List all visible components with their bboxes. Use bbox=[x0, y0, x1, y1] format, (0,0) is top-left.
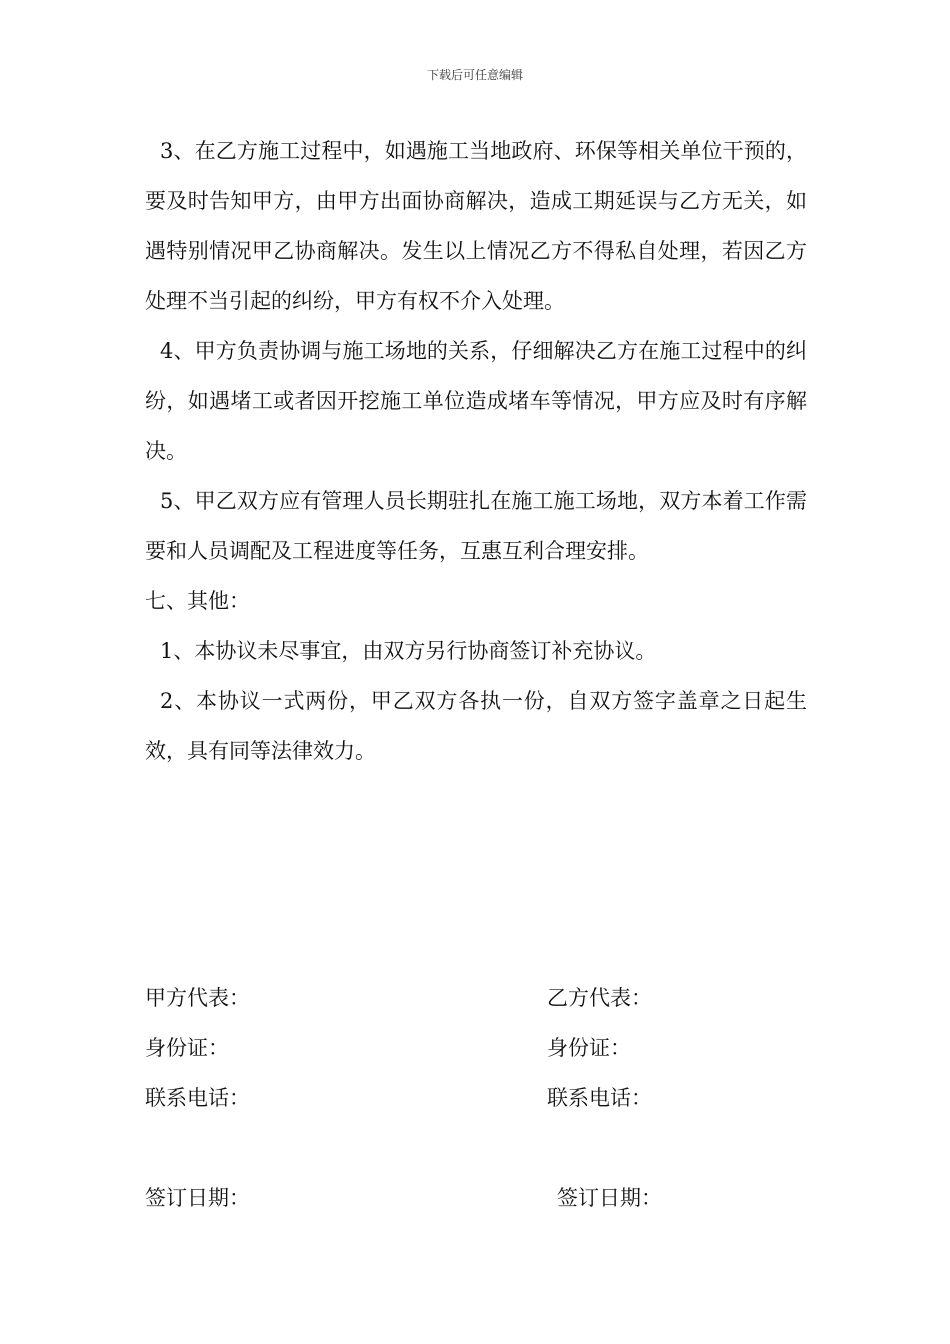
section-7-item-1: 1、本协议未尽事宜，由双方另行协商签订补充协议。 bbox=[160, 639, 657, 663]
clause-5: 5、甲乙双方应有管理人员长期驻扎在施工施工场地，双方本着工作需要和人员调配及工程进度等任务，互惠互利合理安排。 bbox=[145, 489, 807, 563]
party-a-id-label: 身份证： bbox=[145, 1036, 229, 1060]
party-b-phone-label: 联系电话： bbox=[547, 1086, 652, 1110]
clause-3: 3、在乙方施工过程中，如遇施工当地政府、环保等相关单位干预的，要及时告知甲方，由甲方出面协商解决，造成工期延误与乙方无关，如遇特别情况甲乙协商解决。发生以上情况乙方不得私自处理，若因乙方处理不当引起的纠纷，甲方有权不介入处理。 bbox=[145, 139, 807, 313]
party-b-rep-label: 乙方代表： bbox=[547, 986, 652, 1010]
party-a-rep-label: 甲方代表： bbox=[145, 986, 250, 1010]
party-a-phone-label: 联系电话： bbox=[145, 1086, 250, 1110]
header-note: 下载后可任意编辑 bbox=[426, 68, 523, 82]
section-7-item-2: 2、本协议一式两份，甲乙双方各执一份，自双方签字盖章之日起生效，具有同等法律效力。 bbox=[145, 689, 807, 763]
party-a-date-label: 签订日期： bbox=[145, 1186, 250, 1210]
party-b-id-label: 身份证： bbox=[547, 1036, 631, 1060]
section-7-heading: 七、其他： bbox=[145, 589, 250, 613]
contract-body bbox=[145, 126, 807, 776]
clause-4: 4、甲方负责协调与施工场地的关系，仔细解决乙方在施工过程中的纠纷，如遇堵工或者因开挖施工单位造成堵车等情况，甲方应及时有序解决。 bbox=[145, 339, 807, 463]
party-b-date-label: 签订日期： bbox=[557, 1186, 662, 1210]
